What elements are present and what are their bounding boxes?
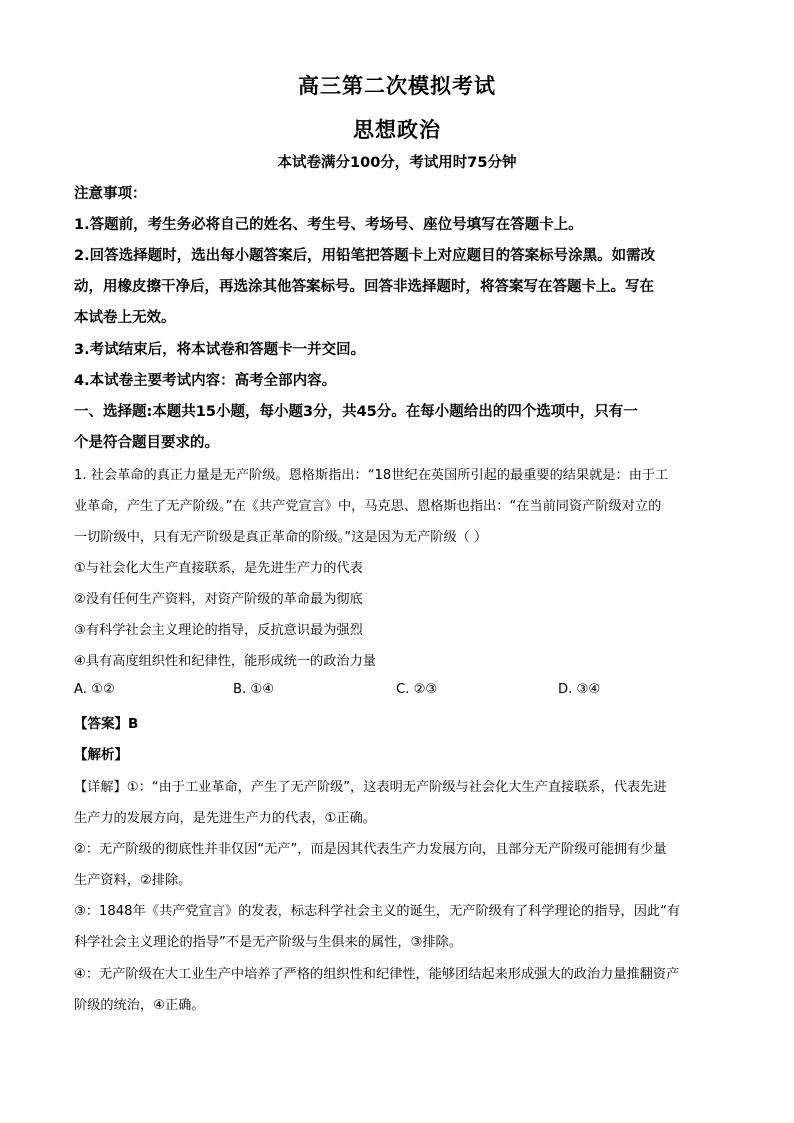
exam-title: 高三第二次模拟考试 (298, 74, 496, 98)
question-1-statement-4: ④具有高度组织性和纪律性，能形成统一的政治力量 (74, 654, 376, 669)
analysis-label: 【解析】 (74, 747, 128, 763)
option-a: A. ①② (74, 682, 115, 697)
notice-item-2-line-1: 2.回答选择题时，选出每小题答案后，用铅笔把答题卡上对应题目的答案标号涂黑。如需改 (74, 248, 656, 264)
notice-item-2-line-2: 动，用橡皮擦干净后，再选涂其他答案标号。回答非选择题时，将答案写在答题卡上。写在 (74, 279, 654, 295)
notice-item-3: 3.考试结束后，将本试卷和答题卡一并交回。 (74, 342, 366, 358)
detail-2-line-1: ②：无产阶级的彻底性并非仅因“无产”，而是因其代表生产力发展方向，且部分无产阶级可能拥有少量 (74, 842, 667, 857)
answer-label: 【答案】B (74, 716, 139, 732)
detail-2-line-2: 生产资料，②排除。 (74, 873, 192, 888)
question-1-stem-line-2: 业革命，产生了无产阶级。”在《共产党宣言》中，马克思、恩格斯也指出：“在当前同资产阶级对立的 (74, 499, 662, 514)
question-1-statement-2: ②没有任何生产资料，对资产阶级的革命最为彻底 (74, 592, 363, 607)
detail-1-line-2: 生产力的发展方向，是先进生产力的代表，①正确。 (74, 811, 376, 826)
question-1-statement-1: ①与社会化大生产直接联系，是先进生产力的代表 (74, 561, 363, 576)
notice-item-2-line-3: 本试卷上无效。 (74, 310, 176, 326)
detail-3-line-2: 科学社会主义理论的指导”不是无产阶级与生俱来的属性，③排除。 (74, 935, 462, 950)
notice-item-1: 1.答题前，考生务必将自己的姓名、考生号、考场号、座位号填写在答题卡上。 (74, 217, 583, 233)
exam-info: 本试卷满分100分，考试用时75分钟 (277, 155, 517, 171)
notice-heading: 注意事项： (74, 186, 147, 202)
question-1-statement-3: ③有科学社会主义理论的指导，反抗意识最为强烈 (74, 623, 363, 638)
question-1-stem-line-1: 1. 社会革命的真正力量是无产阶级。恩格斯指出：“18世纪在英国所引起的最重要的结果就是：由于工 (74, 468, 669, 483)
section-heading-line-1: 一、选择题:本题共15小题，每小题3分，共45分。在每小题给出的四个选项中，只有一 (74, 404, 638, 420)
subject-title: 思想政治 (353, 118, 441, 142)
detail-1-line-1: 【详解】①：“由于工业革命，产生了无产阶级”，这表明无产阶级与社会化大生产直接联系，代表先进 (74, 780, 667, 795)
detail-4-line-1: ④：无产阶级在大工业生产中培养了严格的组织性和纪律性，能够团结起来形成强大的政治力量推翻资产 (74, 967, 680, 982)
option-d: D. ③④ (558, 682, 601, 697)
option-b: B. ①④ (233, 682, 275, 697)
option-c: C. ②③ (396, 682, 438, 697)
detail-3-line-1: ③：1848年《共产党宣言》的发表，标志科学社会主义的诞生，无产阶级有了科学理论的指导，因此“有 (74, 904, 681, 919)
question-1-stem-line-3: 一切阶级中，只有无产阶级是真正革命的阶级。”这是因为无产阶级（ ） (74, 530, 488, 545)
section-heading-line-2: 个是符合题目要求的。 (74, 435, 219, 451)
detail-4-line-2: 阶级的统治，④正确。 (74, 998, 205, 1013)
notice-item-4: 4.本试卷主要考试内容：高考全部内容。 (74, 373, 337, 389)
